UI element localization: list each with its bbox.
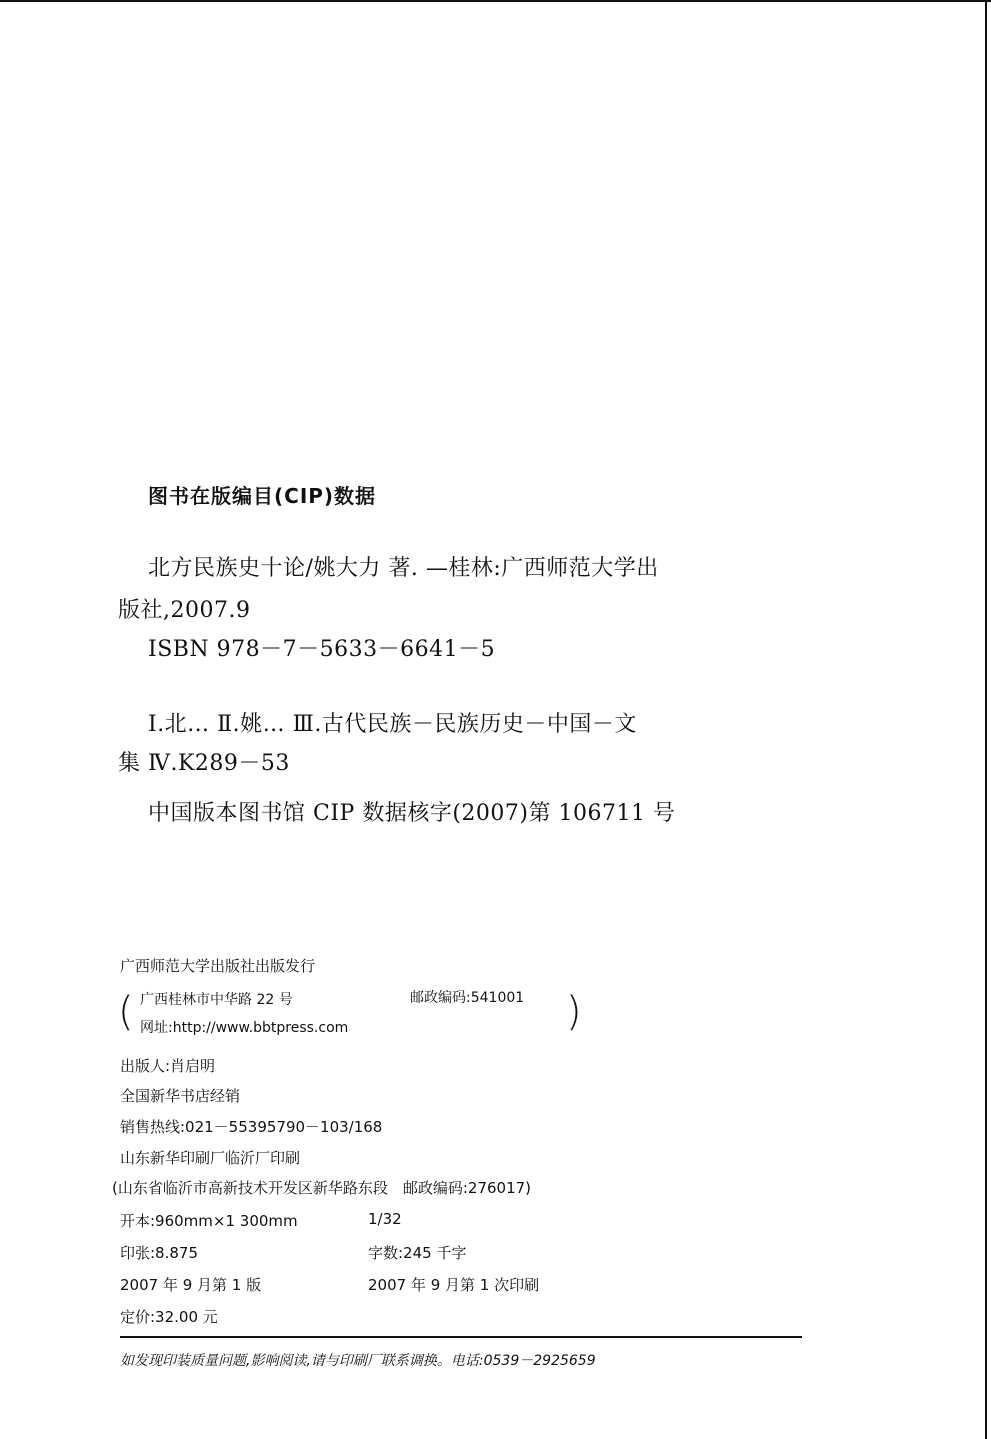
edition: 2007 年 9 月第 1 版 bbox=[120, 1276, 262, 1294]
word-count: 字数:245 千字 bbox=[368, 1244, 467, 1262]
publisher-name: 广西师范大学出版社出版发行 bbox=[120, 957, 316, 975]
cip-title-line: 北方民族史十论/姚大力 著. —桂林:广西师范大学出 bbox=[148, 556, 659, 581]
cip-classification-continued: 集 Ⅳ.K289－53 bbox=[118, 751, 290, 776]
cip-heading: 图书在版编目(CIP)数据 bbox=[148, 484, 377, 508]
cip-classification-line: Ⅰ.北… Ⅱ.姚… Ⅲ.古代民族－民族历史－中国－文 bbox=[148, 712, 637, 737]
publisher-address: 广西桂林市中华路 22 号 bbox=[140, 992, 293, 1008]
cip-isbn: ISBN 978－7－5633－6641－5 bbox=[148, 637, 496, 662]
right-parenthesis: ) bbox=[566, 989, 582, 1035]
sales-hotline: 销售热线:021－55395790－103/168 bbox=[120, 1118, 383, 1136]
publisher-person: 出版人:肖启明 bbox=[120, 1057, 216, 1075]
printer: 山东新华印刷厂临沂厂印刷 bbox=[120, 1149, 301, 1167]
printer-address: (山东省临沂市高新技术开发区新华路东段 邮政编码:276017) bbox=[112, 1179, 532, 1197]
distributor: 全国新华书店经销 bbox=[120, 1087, 241, 1105]
page-border-top bbox=[0, 0, 991, 2]
printing: 2007 年 9 月第 1 次印刷 bbox=[368, 1276, 540, 1294]
publisher-website: 网址:http://www.bbtpress.com bbox=[140, 1020, 349, 1036]
cip-verification-number: 中国版本图书馆 CIP 数据核字(2007)第 106711 号 bbox=[148, 801, 676, 826]
cip-publisher-line: 版社,2007.9 bbox=[118, 598, 251, 623]
left-parenthesis: ( bbox=[118, 989, 134, 1035]
printed-sheets: 印张:8.875 bbox=[120, 1244, 198, 1262]
format: 开本:960mm×1 300mm bbox=[120, 1212, 298, 1230]
quality-notice: 如发现印装质量问题,影响阅读,请与印刷厂联系调换。电话:0539－2925659 bbox=[120, 1353, 596, 1369]
page-border-right bbox=[985, 0, 987, 1439]
format-size: 1/32 bbox=[368, 1210, 402, 1228]
publisher-address-block bbox=[118, 985, 582, 1041]
publisher-postcode: 邮政编码:541001 bbox=[410, 990, 525, 1006]
price: 定价:32.00 元 bbox=[120, 1308, 218, 1326]
footer-divider bbox=[120, 1336, 802, 1338]
